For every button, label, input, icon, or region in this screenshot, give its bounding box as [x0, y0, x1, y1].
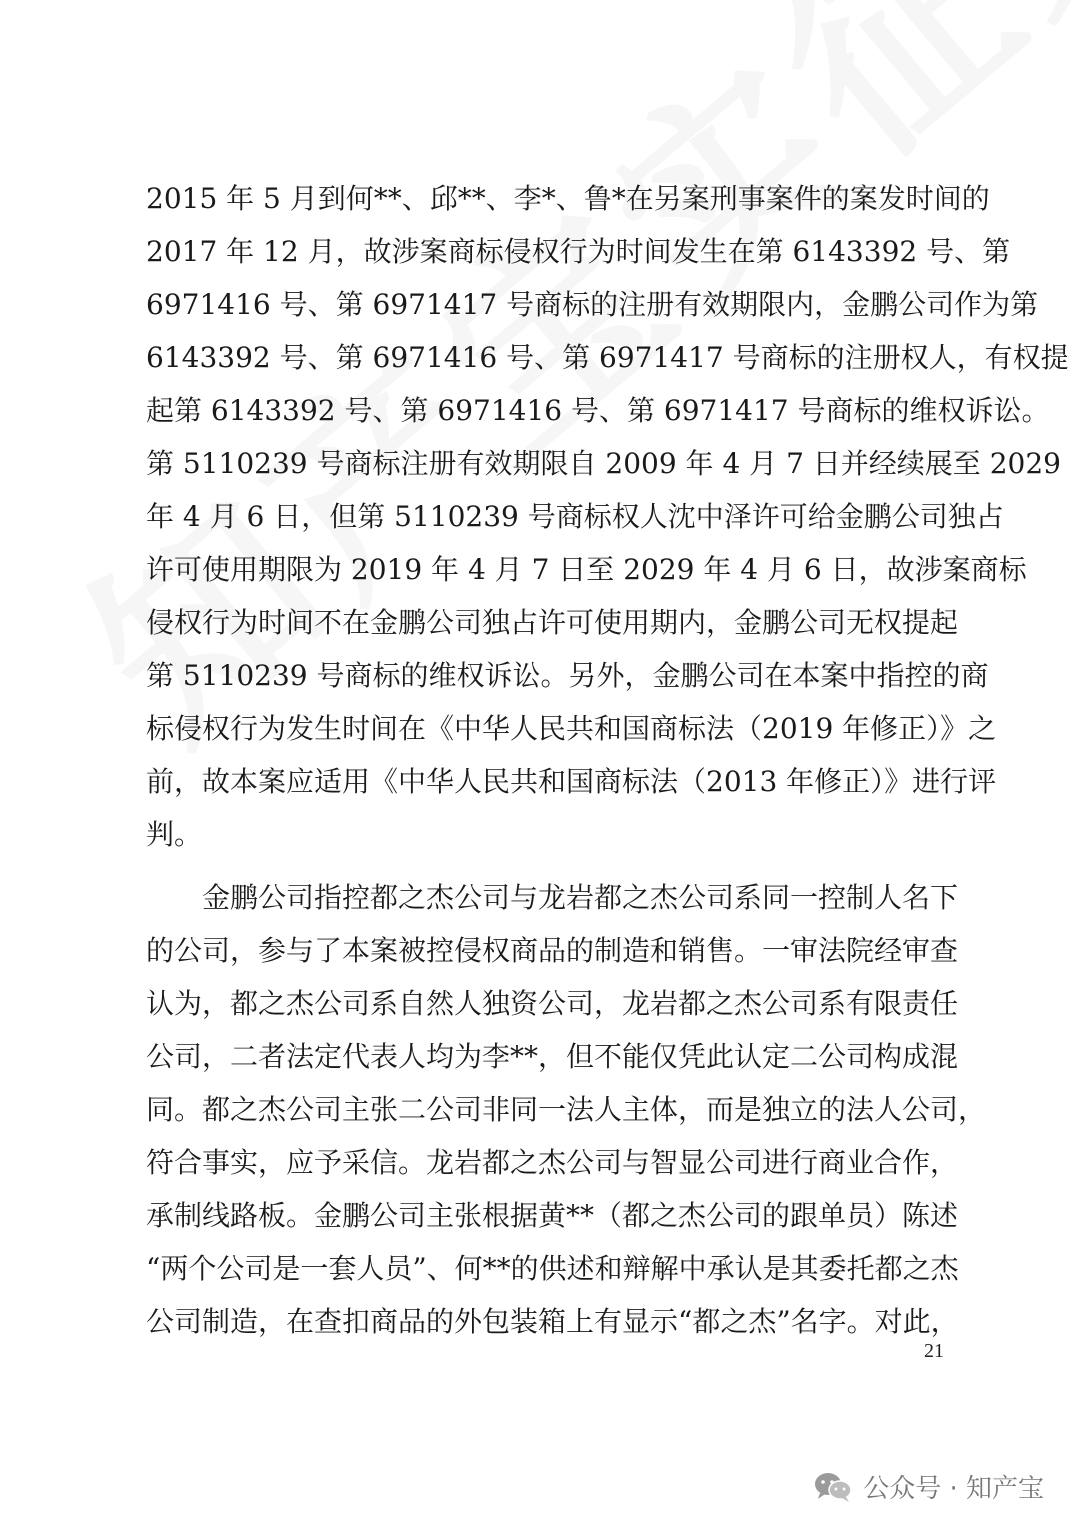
text-line: 起第 6143392 号、第 6971416 号、第 6971417 号商标的维权诉讼。 [146, 394, 1050, 427]
text-line: 2017 年 12 月，故涉案商标侵权行为时间发生在第 6143392 号、第 [146, 235, 1011, 268]
text-line: 许可使用期限为 2019 年 4 月 7 日至 2029 年 4 月 6 日，故涉案商标 [146, 553, 1027, 586]
text-line: 6143392 号、第 6971416 号、第 6971417 号商标的注册权人，有权提 [146, 341, 1069, 374]
text-line: 2015 年 5 月到何**、邱**、李*、鲁*在另案刑事案件的案发时间的 [146, 182, 990, 215]
paragraph-gap [146, 861, 944, 871]
text-line: 承制线路板。金鹏公司主张根据黄**（都之杰公司的跟单员）陈述 [146, 1199, 959, 1232]
text-line: 同。都之杰公司主张二公司非同一法人主体，而是独立的法人公司， [146, 1093, 987, 1126]
page-number: 21 [924, 1340, 944, 1362]
text-line: 第 5110239 号商标的维权诉讼。另外，金鹏公司在本案中指控的商 [146, 659, 989, 692]
text-line: 第 5110239 号商标注册有效期限自 2009 年 4 月 7 日并经续展至 2029 [146, 447, 1061, 480]
text-line: 侵权行为时间不在金鹏公司独占许可使用期内，金鹏公司无权提起 [146, 606, 959, 639]
text-line: 标侵权行为发生时间在《中华人民共和国商标法（2019 年修正）》之 [146, 712, 997, 745]
text-line: 认为，都之杰公司系自然人独资公司，龙岩都之杰公司系有限责任 [146, 987, 959, 1020]
text-line: “两个公司是一套人员”、何**的供述和辩解中承认是其委托都之杰 [146, 1252, 959, 1285]
wechat-icon [813, 1471, 853, 1503]
text-line: 符合事实，应予采信。龙岩都之杰公司与智显公司进行商业合作， [146, 1146, 959, 1179]
text-line: 年 4 月 6 日，但第 5110239 号商标权人沈中泽许可给金鹏公司独占 [146, 500, 1004, 533]
account-name: 公众号 · 知产宝 [863, 1474, 1044, 1504]
text-line: 前，故本案应适用《中华人民共和国商标法（2013 年修正）》进行评 [146, 765, 997, 798]
text-line: 金鹏公司指控都之杰公司与龙岩都之杰公司系同一控制人名下 [202, 881, 959, 914]
text-line: 6971416 号、第 6971417 号商标的注册有效期限内，金鹏公司作为第 [146, 288, 1039, 321]
account-watermark [813, 1468, 1044, 1505]
text-line: 公司制造，在查扣商品的外包装箱上有显示“都之杰”名字。对此， [146, 1305, 959, 1338]
text-line: 公司，二者法定代表人均为李**，但不能仅凭此认定二公司构成混 [146, 1040, 959, 1073]
text-line: 的公司，参与了本案被控侵权商品的制造和销售。一审法院经审查 [146, 934, 959, 967]
body-text [146, 172, 1069, 1348]
text-line: 判。 [146, 818, 203, 851]
